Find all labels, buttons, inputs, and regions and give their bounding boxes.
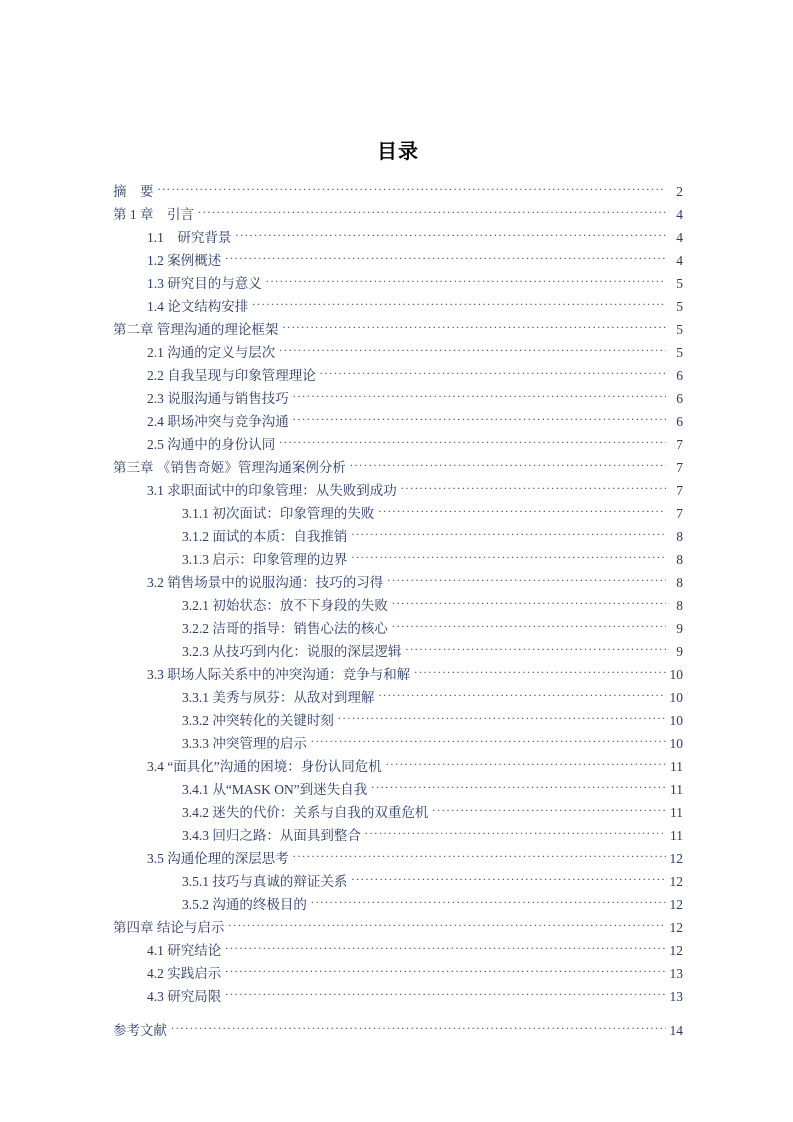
toc-entry-page-number: 12 <box>669 874 683 889</box>
toc-entry[interactable] <box>147 364 683 387</box>
toc-dot-leader <box>279 436 666 449</box>
toc-entry[interactable] <box>147 433 683 456</box>
toc-dot-leader <box>293 413 666 426</box>
toc-entry-page-number: 5 <box>676 345 683 360</box>
toc-entry-page-number: 6 <box>676 368 683 383</box>
toc-entry-page-number: 4 <box>676 253 683 268</box>
toc-dot-leader <box>225 252 666 265</box>
toc-entry-label: 2.2 自我呈现与印象管理理论 <box>147 368 316 383</box>
toc-entry-page-number: 12 <box>669 943 683 958</box>
toc-entry[interactable] <box>182 525 683 548</box>
toc-entry-label: 1.4 论文结构安排 <box>147 299 249 314</box>
toc-entry[interactable] <box>147 962 683 985</box>
toc-entry-label: 3.3 职场人际关系中的冲突沟通：竞争与和解 <box>147 667 411 682</box>
toc-entry-page-number: 8 <box>676 552 683 567</box>
toc-dot-leader <box>392 597 666 610</box>
toc-entry-label: 2.5 沟通中的身份认同 <box>147 437 276 452</box>
toc-entry-label: 3.5.1 技巧与真诚的辩证关系 <box>182 874 348 889</box>
toc-dot-leader <box>378 689 666 702</box>
toc-entry[interactable] <box>113 203 683 226</box>
toc-content <box>113 138 683 1042</box>
toc-entry[interactable] <box>182 870 683 893</box>
toc-entry-label: 2.3 说服沟通与销售技巧 <box>147 391 289 406</box>
toc-entry[interactable] <box>147 295 683 318</box>
toc-dot-leader <box>225 942 666 955</box>
toc-entry-page-number: 10 <box>669 667 683 682</box>
table-of-contents-list <box>113 180 683 1042</box>
toc-entry[interactable] <box>182 824 683 847</box>
toc-dot-leader <box>235 229 666 242</box>
toc-entry-page-number: 11 <box>670 828 683 843</box>
toc-entry-label: 3.3.1 美秀与夙芬：从敌对到理解 <box>182 690 375 705</box>
toc-dot-leader <box>171 1022 666 1035</box>
toc-entry[interactable] <box>182 709 683 732</box>
toc-entry-label: 参考文献 <box>113 1023 167 1038</box>
toc-entry-label: 3.1.2 面试的本质：自我推销 <box>182 529 348 544</box>
toc-entry-page-number: 6 <box>676 391 683 406</box>
toc-dot-leader <box>293 390 666 403</box>
toc-entry-label: 1.1 研究背景 <box>147 230 232 245</box>
toc-dot-leader <box>386 758 666 771</box>
toc-entry-page-number: 7 <box>676 506 683 521</box>
toc-entry-page-number: 9 <box>676 621 683 636</box>
toc-entry[interactable] <box>147 249 683 272</box>
toc-dot-leader <box>311 735 666 748</box>
toc-entry[interactable] <box>182 732 683 755</box>
toc-entry[interactable] <box>182 801 683 824</box>
toc-entry-label: 2.1 沟通的定义与层次 <box>147 345 276 360</box>
toc-entry[interactable] <box>147 755 683 778</box>
toc-entry-label: 3.2 销售场景中的说服沟通：技巧的习得 <box>147 575 384 590</box>
toc-dot-leader <box>311 896 666 909</box>
toc-dot-leader <box>158 183 667 196</box>
toc-entry-page-number: 13 <box>669 966 683 981</box>
toc-entry-page-number: 5 <box>676 322 683 337</box>
toc-entry-page-number: 8 <box>676 575 683 590</box>
toc-dot-leader <box>351 528 666 541</box>
toc-dot-leader <box>371 781 666 794</box>
toc-dot-leader <box>405 643 666 656</box>
toc-entry-label: 3.3.2 冲突转化的关键时刻 <box>182 713 334 728</box>
toc-dot-leader <box>293 850 666 863</box>
toc-entry-page-number: 10 <box>669 736 683 751</box>
toc-dot-leader <box>392 620 666 633</box>
toc-entry-label: 3.5 沟通伦理的深层思考 <box>147 851 289 866</box>
toc-entry-page-number: 5 <box>676 276 683 291</box>
toc-dot-leader <box>279 344 666 357</box>
toc-entry-label: 1.2 案例概述 <box>147 253 222 268</box>
toc-entry[interactable] <box>147 226 683 249</box>
toc-entry[interactable] <box>113 916 683 939</box>
toc-entry-label: 4.2 实践启示 <box>147 966 222 981</box>
toc-entry[interactable] <box>182 893 683 916</box>
toc-dot-leader <box>414 666 666 679</box>
toc-entry-label: 第 1 章 引言 <box>113 207 194 222</box>
toc-entry[interactable] <box>182 548 683 571</box>
toc-entry-page-number: 12 <box>669 851 683 866</box>
toc-entry-page-number: 10 <box>669 690 683 705</box>
toc-entry-label: 3.4.3 回归之路：从面具到整合 <box>182 828 361 843</box>
toc-entry-page-number: 10 <box>669 713 683 728</box>
toc-entry[interactable] <box>182 594 683 617</box>
toc-entry[interactable] <box>113 318 683 341</box>
toc-entry-page-number: 14 <box>669 1023 683 1038</box>
toc-entry[interactable] <box>147 985 683 1008</box>
toc-dot-leader <box>338 712 666 725</box>
toc-dot-leader <box>365 827 666 840</box>
toc-entry[interactable] <box>147 939 683 962</box>
toc-entry-page-number: 5 <box>676 299 683 314</box>
toc-entry-label: 3.5.2 沟通的终极目的 <box>182 897 307 912</box>
toc-entry[interactable] <box>113 180 683 203</box>
toc-dot-leader <box>252 298 666 311</box>
toc-entry-page-number: 7 <box>676 483 683 498</box>
toc-entry-page-number: 8 <box>676 598 683 613</box>
toc-entry-label: 3.2.1 初始状态：放不下身段的失败 <box>182 598 388 613</box>
toc-entry-page-number: 8 <box>676 529 683 544</box>
toc-entry-label: 3.4.2 迷失的代价：关系与自我的双重危机 <box>182 805 429 820</box>
toc-entry-page-number: 11 <box>670 782 683 797</box>
toc-entry[interactable] <box>182 778 683 801</box>
toc-entry-label: 3.4.1 从“MASK ON”到迷失自我 <box>182 782 368 797</box>
toc-entry[interactable] <box>147 410 683 433</box>
toc-entry-label: 3.2.2 洁哥的指导：销售心法的核心 <box>182 621 388 636</box>
toc-entry-label: 3.1 求职面试中的印象管理：从失败到成功 <box>147 483 397 498</box>
toc-entry-label: 摘 要 <box>113 184 154 199</box>
toc-entry[interactable] <box>113 456 683 479</box>
toc-entry-label: 4.1 研究结论 <box>147 943 222 958</box>
toc-dot-leader <box>351 873 666 886</box>
toc-entry[interactable] <box>182 640 683 663</box>
toc-entry-label: 2.4 职场冲突与竞争沟通 <box>147 414 289 429</box>
toc-dot-leader <box>351 551 666 564</box>
toc-entry-label: 第三章 《销售奇姬》管理沟通案例分析 <box>113 460 346 475</box>
toc-entry[interactable] <box>147 663 683 686</box>
toc-entry[interactable] <box>147 479 683 502</box>
toc-entry[interactable] <box>113 1019 683 1042</box>
toc-entry-page-number: 7 <box>676 437 683 452</box>
toc-dot-leader <box>266 275 666 288</box>
toc-dot-leader <box>350 459 666 472</box>
toc-entry[interactable] <box>147 341 683 364</box>
toc-entry-page-number: 2 <box>676 184 683 199</box>
page-title: 目录 <box>377 141 419 163</box>
toc-entry[interactable] <box>182 502 683 525</box>
toc-dot-leader <box>401 482 666 495</box>
toc-dot-leader <box>378 505 666 518</box>
toc-dot-leader <box>228 919 666 932</box>
toc-entry-page-number: 12 <box>669 920 683 935</box>
toc-dot-leader <box>387 574 666 587</box>
toc-dot-leader <box>198 206 666 219</box>
toc-dot-leader <box>225 988 666 1001</box>
toc-dot-leader <box>432 804 666 817</box>
toc-dot-leader <box>320 367 666 380</box>
toc-entry-label: 3.1.3 启示：印象管理的边界 <box>182 552 348 567</box>
toc-entry[interactable] <box>147 272 683 295</box>
toc-entry[interactable] <box>182 686 683 709</box>
toc-entry[interactable] <box>182 617 683 640</box>
toc-entry-page-number: 4 <box>676 207 683 222</box>
toc-entry-label: 第四章 结论与启示 <box>113 920 225 935</box>
toc-entry-label: 3.3.3 冲突管理的启示 <box>182 736 307 751</box>
toc-entry-page-number: 6 <box>676 414 683 429</box>
toc-entry-page-number: 9 <box>676 644 683 659</box>
toc-entry-page-number: 11 <box>670 805 683 820</box>
toc-entry-label: 3.2.3 从技巧到内化：说服的深层逻辑 <box>182 644 402 659</box>
toc-entry-label: 3.4 “面具化”沟通的困境：身份认同危机 <box>147 759 382 774</box>
toc-entry-label: 1.3 研究目的与意义 <box>147 276 262 291</box>
toc-entry[interactable] <box>147 387 683 410</box>
toc-entry-page-number: 4 <box>676 230 683 245</box>
toc-dot-leader <box>282 321 666 334</box>
toc-entry-label: 3.1.1 初次面试：印象管理的失败 <box>182 506 375 521</box>
toc-entry-page-number: 13 <box>669 989 683 1004</box>
toc-entry-page-number: 12 <box>669 897 683 912</box>
toc-entry-page-number: 7 <box>676 460 683 475</box>
toc-entry[interactable] <box>147 847 683 870</box>
toc-entry-page-number: 11 <box>670 759 683 774</box>
toc-entry[interactable] <box>147 571 683 594</box>
toc-entry-label: 4.3 研究局限 <box>147 989 222 1004</box>
toc-dot-leader <box>225 965 666 978</box>
toc-entry-label: 第二章 管理沟通的理论框架 <box>113 322 279 337</box>
